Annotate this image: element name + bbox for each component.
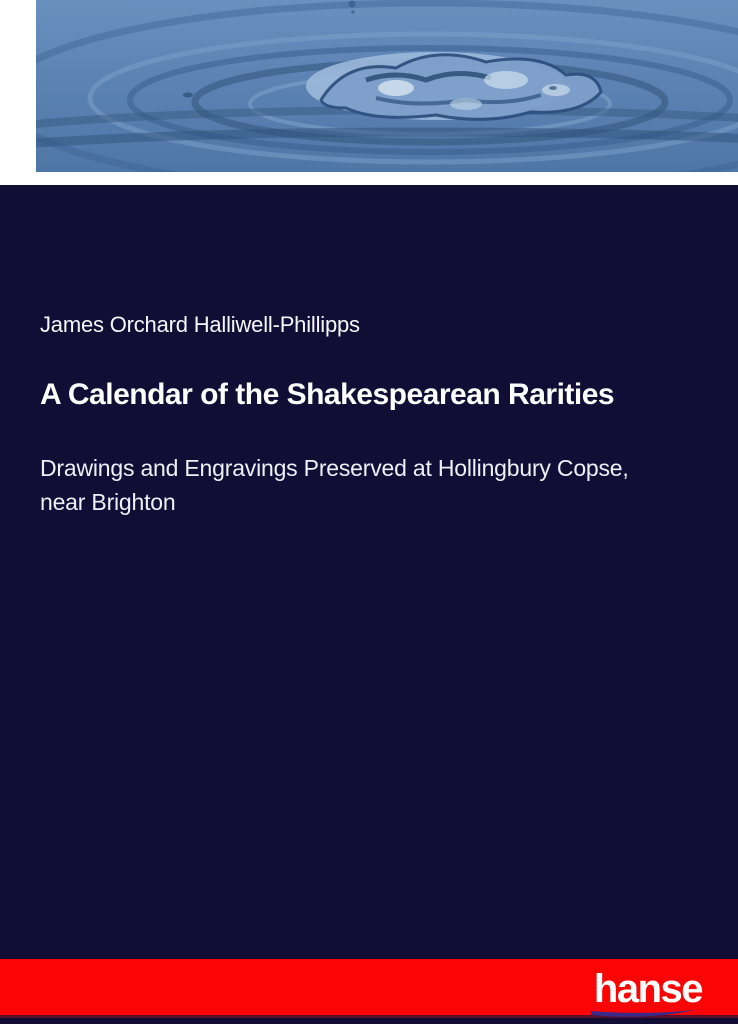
author-name: James Orchard Halliwell-Phillipps: [40, 312, 360, 337]
book-subtitle-line-1: Drawings and Engravings Preserved at Hollingbury Copse,: [40, 455, 629, 481]
book-title: A Calendar of the Shakespearean Rarities: [40, 378, 615, 411]
cover-background-panel: [0, 185, 738, 1024]
book-subtitle-line-2: near Brighton: [40, 489, 176, 515]
water-drop-illustration: [36, 0, 738, 172]
publisher-logo-text: hanse: [593, 967, 702, 1011]
publisher-band: [0, 959, 738, 1018]
book-subtitle: [40, 451, 629, 519]
publisher-logo: [593, 967, 702, 1018]
cover-photo-water-drop: [36, 0, 738, 172]
